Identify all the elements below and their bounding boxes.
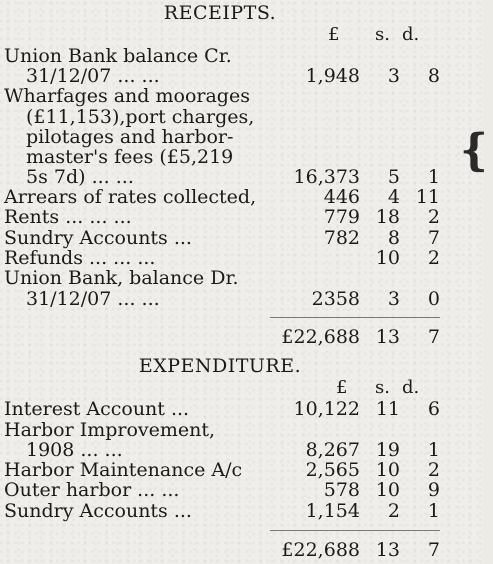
expenditure-pence: 9 [427, 479, 440, 501]
receipts-heading: RECEIPTS. [163, 2, 277, 24]
receipt-pence: 11 [415, 186, 440, 208]
receipt-label: (£11,153),port charges, [26, 106, 255, 128]
receipt-pounds: 779 [323, 206, 360, 228]
receipt-label: Rents ... ... ... [4, 206, 132, 228]
receipt-pence: 2 [427, 206, 440, 228]
receipt-pounds: 1,948 [305, 65, 360, 87]
receipt-pence: 1 [427, 166, 440, 188]
receipt-label: master's fees (£5,219 [26, 146, 234, 168]
receipts-total-pence: 7 [427, 326, 440, 348]
expenditure-pence: 2 [427, 459, 440, 481]
total-rule [270, 530, 440, 531]
total-rule [270, 317, 440, 318]
expenditure-label: Outer harbor ... ... [4, 479, 180, 501]
receipts-total-pounds: £22,688 [281, 326, 360, 348]
receipt-pence: 8 [427, 65, 440, 87]
receipt-shillings: 4 [387, 186, 400, 208]
expenditure-label: Sundry Accounts ... [4, 500, 192, 522]
expenditure-shillings: 2 [387, 500, 400, 522]
expenditure-label: Harbor Maintenance A/c [4, 459, 243, 481]
expenditure-pence: 1 [427, 500, 440, 522]
receipt-label: 5s 7d) ... ... [26, 166, 134, 188]
receipt-label: Arrears of rates collected, [4, 186, 257, 208]
expenditure-pence: 1 [427, 439, 440, 461]
receipt-label: pilotages and harbor- [26, 126, 234, 148]
expenditure-pounds: 10,122 [293, 398, 360, 420]
receipt-pounds: 446 [323, 186, 360, 208]
receipts-col-pounds: £ [328, 24, 340, 45]
expenditure-total-pounds: £22,688 [281, 539, 360, 561]
expenditure-total-pence: 7 [427, 539, 440, 561]
expenditure-col-shillings: s. [375, 377, 390, 398]
receipt-pence: 7 [427, 227, 440, 249]
print-blot: ❴ [456, 125, 493, 176]
expenditure-col-pence: d. [402, 377, 420, 398]
receipts-col-pence: d. [402, 24, 420, 45]
expenditure-label: Harbor Improvement, [4, 419, 216, 441]
expenditure-heading: EXPENDITURE. [138, 355, 302, 377]
receipt-label: 31/12/07 ... ... [26, 65, 160, 87]
receipt-shillings: 8 [387, 227, 400, 249]
receipt-shillings: 5 [387, 166, 400, 188]
receipt-label: Union Bank, balance Dr. [4, 267, 239, 289]
expenditure-pounds: 8,267 [305, 439, 360, 461]
expenditure-label: 1908 ... ... [26, 439, 123, 461]
expenditure-row [4, 499, 440, 523]
expenditure-shillings: 10 [375, 459, 400, 481]
receipt-row [4, 287, 440, 311]
receipt-shillings: 18 [375, 206, 400, 228]
expenditure-total-row [4, 538, 440, 562]
receipts-total-shillings: 13 [375, 326, 400, 348]
receipt-pence: 2 [427, 247, 440, 269]
receipt-label: Union Bank balance Cr. [4, 45, 232, 67]
expenditure-pounds: 2,565 [305, 459, 360, 481]
receipt-pounds: 2358 [311, 288, 360, 310]
receipt-label: Sundry Accounts ... [4, 227, 192, 249]
expenditure-total-shillings: 13 [375, 539, 400, 561]
expenditure-pounds: 578 [323, 479, 360, 501]
receipt-label: Wharfages and moorages [4, 85, 250, 107]
receipt-pounds: 782 [323, 227, 360, 249]
expenditure-pounds: 1,154 [305, 500, 360, 522]
receipt-shillings: 3 [387, 288, 400, 310]
receipt-shillings: 10 [375, 247, 400, 269]
receipt-pence: 0 [427, 288, 440, 310]
receipts-total-row [4, 325, 440, 349]
expenditure-label: Interest Account ... [4, 398, 190, 420]
expenditure-col-pounds: £ [336, 377, 348, 398]
receipt-pounds: 16,373 [293, 166, 360, 188]
expenditure-shillings: 11 [375, 398, 400, 420]
expenditure-shillings: 10 [375, 479, 400, 501]
receipts-col-shillings: s. [375, 24, 390, 45]
expenditure-shillings: 19 [375, 439, 400, 461]
receipt-shillings: 3 [387, 65, 400, 87]
expenditure-pence: 6 [427, 398, 440, 420]
receipt-label: 31/12/07 ... ... [26, 288, 160, 310]
receipt-label: Refunds ... ... ... [4, 247, 156, 269]
